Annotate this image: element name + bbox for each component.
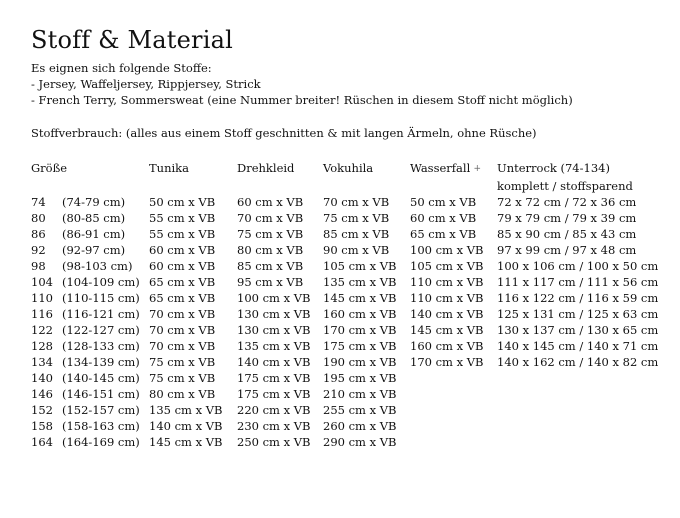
- spacer: [31, 141, 671, 160]
- table-row: [31, 258, 658, 274]
- cell-wasserfall: 160 cm x VB: [410, 339, 484, 353]
- cell-wasserfall: [410, 370, 497, 386]
- cell-range: (110-115 cm): [62, 291, 140, 305]
- cell-tunika: 135 cm x VB: [149, 403, 223, 417]
- cell-vokuhila: 195 cm x VB: [323, 371, 397, 385]
- cell-unterrock: [497, 370, 658, 386]
- cell-tunika: 140 cm x VB: [149, 419, 223, 433]
- cell-tunika: 145 cm x VB: [149, 435, 223, 449]
- cell-wasserfall: 105 cm x VB: [410, 259, 484, 273]
- cell-wasserfall: 110 cm x VB: [410, 275, 484, 289]
- table-row: [31, 210, 658, 226]
- cell-vokuhila: 255 cm x VB: [323, 403, 397, 417]
- page-title: Stoff & Material: [31, 26, 233, 54]
- cell-drehkleid: 70 cm x VB: [237, 211, 304, 225]
- cell-size: 158: [31, 419, 53, 433]
- cell-tunika: 55 cm x VB: [149, 227, 216, 241]
- cell-range: (116-121 cm): [62, 307, 140, 321]
- cell-vokuhila: 170 cm x VB: [323, 323, 397, 337]
- cell-drehkleid: 80 cm x VB: [237, 243, 304, 257]
- table-subheader-row: [31, 178, 658, 194]
- cell-range: (92-97 cm): [62, 243, 126, 257]
- cell-range: (164-169 cm): [62, 435, 140, 449]
- table-row: [31, 306, 658, 322]
- table-row: [31, 386, 658, 402]
- cell-range: (134-139 cm): [62, 355, 140, 369]
- cell-range: (152-157 cm): [62, 403, 140, 417]
- cell-vokuhila: 145 cm x VB: [323, 291, 397, 305]
- cell-unterrock: 85 x 90 cm / 85 x 43 cm: [497, 227, 637, 241]
- cell-range: (80-85 cm): [62, 211, 126, 225]
- header-unterrock-sub: komplett / stoffsparend: [497, 179, 633, 193]
- cell-range: (146-151 cm): [62, 387, 140, 401]
- cell-size: 146: [31, 387, 53, 401]
- table-row: [31, 434, 658, 450]
- cell-unterrock: 130 x 137 cm / 130 x 65 cm: [497, 323, 659, 337]
- cell-size: 110: [31, 291, 53, 305]
- cell-drehkleid: 250 cm x VB: [237, 435, 311, 449]
- cell-wasserfall: 170 cm x VB: [410, 355, 484, 369]
- cell-tunika: 70 cm x VB: [149, 307, 216, 321]
- header-unterrock: Unterrock (74-134): [497, 161, 610, 175]
- cell-unterrock: 140 x 145 cm / 140 x 71 cm: [497, 339, 659, 353]
- cell-tunika: 65 cm x VB: [149, 291, 216, 305]
- cell-range: (104-109 cm): [62, 275, 140, 289]
- cell-vokuhila: 160 cm x VB: [323, 307, 397, 321]
- cell-wasserfall: 60 cm x VB: [410, 211, 477, 225]
- header-size: Größe: [31, 161, 68, 175]
- table-row: [31, 194, 658, 210]
- cell-vokuhila: 135 cm x VB: [323, 275, 397, 289]
- cell-unterrock: 111 x 117 cm / 111 x 56 cm: [497, 275, 659, 289]
- cell-wasserfall: 140 cm x VB: [410, 307, 484, 321]
- cell-tunika: 75 cm x VB: [149, 371, 216, 385]
- cell-vokuhila: 105 cm x VB: [323, 259, 397, 273]
- cell-size: 164: [31, 435, 53, 449]
- cell-drehkleid: 130 cm x VB: [237, 323, 311, 337]
- table-row: [31, 354, 658, 370]
- cell-range: (158-163 cm): [62, 419, 140, 433]
- cell-wasserfall: 50 cm x VB: [410, 195, 477, 209]
- intro-line-1: Es eignen sich folgende Stoffe:: [31, 61, 212, 75]
- cell-unterrock: 140 x 162 cm / 140 x 82 cm: [497, 355, 659, 369]
- header-wasserfall: [410, 160, 497, 178]
- cell-drehkleid: 175 cm x VB: [237, 371, 311, 385]
- cell-size: 74: [31, 195, 46, 209]
- cell-unterrock: [497, 418, 658, 434]
- cell-wasserfall: 65 cm x VB: [410, 227, 477, 241]
- cell-tunika: 80 cm x VB: [149, 387, 216, 401]
- cell-vokuhila: 90 cm x VB: [323, 243, 390, 257]
- cell-range: (86-91 cm): [62, 227, 126, 241]
- cell-wasserfall: 145 cm x VB: [410, 323, 484, 337]
- cell-tunika: 70 cm x VB: [149, 339, 216, 353]
- table-row: [31, 418, 658, 434]
- cell-size: 122: [31, 323, 53, 337]
- cell-size: 80: [31, 211, 46, 225]
- cell-tunika: 70 cm x VB: [149, 323, 216, 337]
- cell-size: 104: [31, 275, 53, 289]
- cell-wasserfall: [410, 402, 497, 418]
- cell-size: 140: [31, 371, 53, 385]
- spacer: [31, 108, 671, 125]
- table-row: [31, 338, 658, 354]
- table-row: [31, 322, 658, 338]
- cell-wasserfall: 100 cm x VB: [410, 243, 484, 257]
- cell-range: (140-145 cm): [62, 371, 140, 385]
- cell-size: 98: [31, 259, 46, 273]
- cell-drehkleid: 130 cm x VB: [237, 307, 311, 321]
- cell-tunika: 50 cm x VB: [149, 195, 216, 209]
- cell-size: 128: [31, 339, 53, 353]
- header-tunika: Tunika: [149, 161, 189, 175]
- cell-size: 86: [31, 227, 46, 241]
- cell-drehkleid: 85 cm x VB: [237, 259, 304, 273]
- cell-vokuhila: 85 cm x VB: [323, 227, 390, 241]
- table-row: [31, 402, 658, 418]
- cell-unterrock: 79 x 79 cm / 79 x 39 cm: [497, 211, 637, 225]
- cell-vokuhila: 175 cm x VB: [323, 339, 397, 353]
- header-wasserfall-label: Wasserfall: [410, 161, 471, 175]
- consumption-note: Stoffverbrauch: (alles aus einem Stoff geschnitten & mit langen Ärmeln, ohne Rüsche): [31, 126, 537, 140]
- table-row: [31, 370, 658, 386]
- cell-tunika: 60 cm x VB: [149, 259, 216, 273]
- cell-tunika: 65 cm x VB: [149, 275, 216, 289]
- header-vokuhila: Vokuhila: [323, 161, 374, 175]
- cell-drehkleid: 75 cm x VB: [237, 227, 304, 241]
- cell-unterrock: 116 x 122 cm / 116 x 59 cm: [497, 291, 659, 305]
- cell-tunika: 55 cm x VB: [149, 211, 216, 225]
- cell-range: (122-127 cm): [62, 323, 140, 337]
- cell-unterrock: [497, 434, 658, 450]
- cell-wasserfall: [410, 418, 497, 434]
- cell-size: 92: [31, 243, 46, 257]
- cell-size: 152: [31, 403, 53, 417]
- intro-line-2: - Jersey, Waffeljersey, Rippjersey, Strick: [31, 77, 261, 91]
- cell-vokuhila: 210 cm x VB: [323, 387, 397, 401]
- table-row: [31, 274, 658, 290]
- cell-unterrock: [497, 402, 658, 418]
- cell-drehkleid: 230 cm x VB: [237, 419, 311, 433]
- cell-vokuhila: 75 cm x VB: [323, 211, 390, 225]
- cell-range: (128-133 cm): [62, 339, 140, 353]
- table-header-row: [31, 160, 658, 178]
- cell-range: (98-103 cm): [62, 259, 133, 273]
- cell-range: (74-79 cm): [62, 195, 126, 209]
- cell-drehkleid: 100 cm x VB: [237, 291, 311, 305]
- document-page: [31, 26, 671, 450]
- cell-drehkleid: 135 cm x VB: [237, 339, 311, 353]
- table-row: [31, 226, 658, 242]
- cell-drehkleid: 175 cm x VB: [237, 387, 311, 401]
- cell-unterrock: 100 x 106 cm / 100 x 50 cm: [497, 259, 659, 273]
- cell-drehkleid: 220 cm x VB: [237, 403, 311, 417]
- fabric-consumption-table: [31, 160, 658, 450]
- cell-tunika: 60 cm x VB: [149, 243, 216, 257]
- cell-tunika: 75 cm x VB: [149, 355, 216, 369]
- cell-unterrock: 125 x 131 cm / 125 x 63 cm: [497, 307, 659, 321]
- cell-unterrock: [497, 386, 658, 402]
- cell-unterrock: 72 x 72 cm / 72 x 36 cm: [497, 195, 637, 209]
- cell-size: 116: [31, 307, 53, 321]
- cell-vokuhila: 70 cm x VB: [323, 195, 390, 209]
- cell-wasserfall: [410, 386, 497, 402]
- cell-vokuhila: 290 cm x VB: [323, 435, 397, 449]
- cell-drehkleid: 95 cm x VB: [237, 275, 304, 289]
- cell-vokuhila: 260 cm x VB: [323, 419, 397, 433]
- cell-wasserfall: [410, 434, 497, 450]
- cell-size: 134: [31, 355, 53, 369]
- header-drehkleid: Drehkleid: [237, 161, 295, 175]
- cell-drehkleid: 60 cm x VB: [237, 195, 304, 209]
- cell-wasserfall: 110 cm x VB: [410, 291, 484, 305]
- plus-sign: +: [473, 164, 482, 174]
- cell-unterrock: 97 x 99 cm / 97 x 48 cm: [497, 243, 637, 257]
- cell-vokuhila: 190 cm x VB: [323, 355, 397, 369]
- table-row: [31, 242, 658, 258]
- cell-drehkleid: 140 cm x VB: [237, 355, 311, 369]
- table-row: [31, 290, 658, 306]
- intro-line-3: - French Terry, Sommersweat (eine Nummer breiter! Rüschen in diesem Stoff nicht möglich): [31, 93, 573, 107]
